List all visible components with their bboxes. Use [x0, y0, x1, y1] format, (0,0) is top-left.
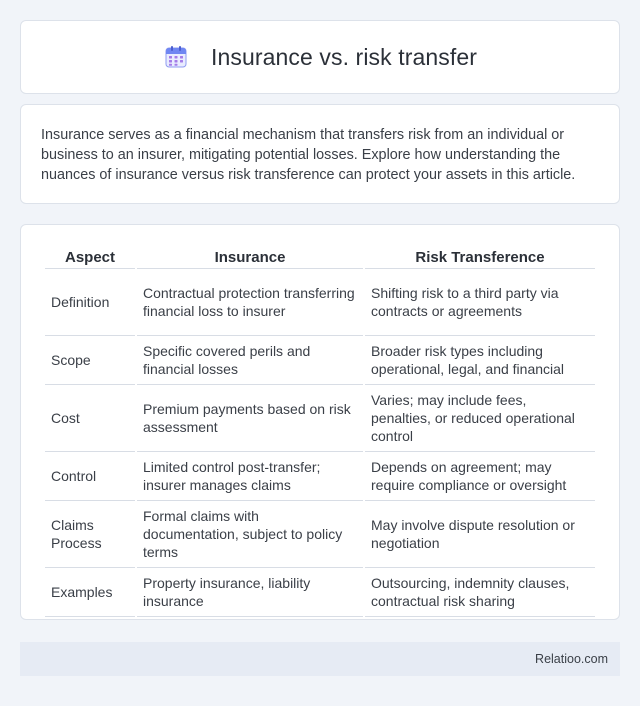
calendar-icon	[163, 44, 189, 70]
comparison-table-card	[20, 224, 620, 620]
header-insurance: Insurance	[137, 245, 363, 269]
row-risk-transference: Shifting risk to a third party via contracts or agreements	[365, 269, 595, 336]
table-row	[45, 336, 595, 385]
row-insurance: Formal claims with documentation, subject to policy terms	[137, 501, 363, 568]
row-insurance: Property insurance, liability insurance	[137, 568, 363, 617]
row-risk-transference: Varies; may include fees, penalties, or reduced operational control	[365, 385, 595, 452]
comparison-table	[43, 245, 597, 617]
header-aspect: Aspect	[45, 245, 135, 269]
row-insurance: Contractual protection transferring financial loss to insurer	[137, 269, 363, 336]
row-aspect: Definition	[45, 269, 135, 336]
table-row	[45, 501, 595, 568]
row-aspect: Cost	[45, 385, 135, 452]
row-aspect: Scope	[45, 336, 135, 385]
table-header-row	[45, 245, 595, 269]
row-insurance: Premium payments based on risk assessment	[137, 385, 363, 452]
table-row	[45, 452, 595, 501]
row-risk-transference: May involve dispute resolution or negotiation	[365, 501, 595, 568]
page-title: Insurance vs. risk transfer	[210, 43, 477, 70]
row-insurance: Specific covered perils and financial losses	[137, 336, 363, 385]
table-row	[45, 269, 595, 336]
row-insurance: Limited control post-transfer; insurer manages claims	[137, 452, 363, 501]
row-risk-transference: Depends on agreement; may require compliance or oversight	[365, 452, 595, 501]
row-aspect: Claims Process	[45, 501, 135, 568]
row-aspect: Control	[45, 452, 135, 501]
title-card	[20, 20, 620, 94]
row-risk-transference: Broader risk types including operational, legal, and financial	[365, 336, 595, 385]
header-risk-transference: Risk Transference	[365, 245, 595, 269]
table-row	[45, 568, 595, 617]
footer	[20, 642, 620, 676]
row-aspect: Examples	[45, 568, 135, 617]
intro-card	[20, 104, 620, 204]
footer-brand: Relatioo.com	[535, 652, 608, 666]
intro-text: Insurance serves as a financial mechanism that transfers risk from an individual or business to an insurer, mitigating potential losses. Explore how understanding the nuances of insurance versus risk transference can protect your assets in this article.	[41, 127, 576, 183]
row-risk-transference: Outsourcing, indemnity clauses, contractual risk sharing	[365, 568, 595, 617]
table-row	[45, 385, 595, 452]
